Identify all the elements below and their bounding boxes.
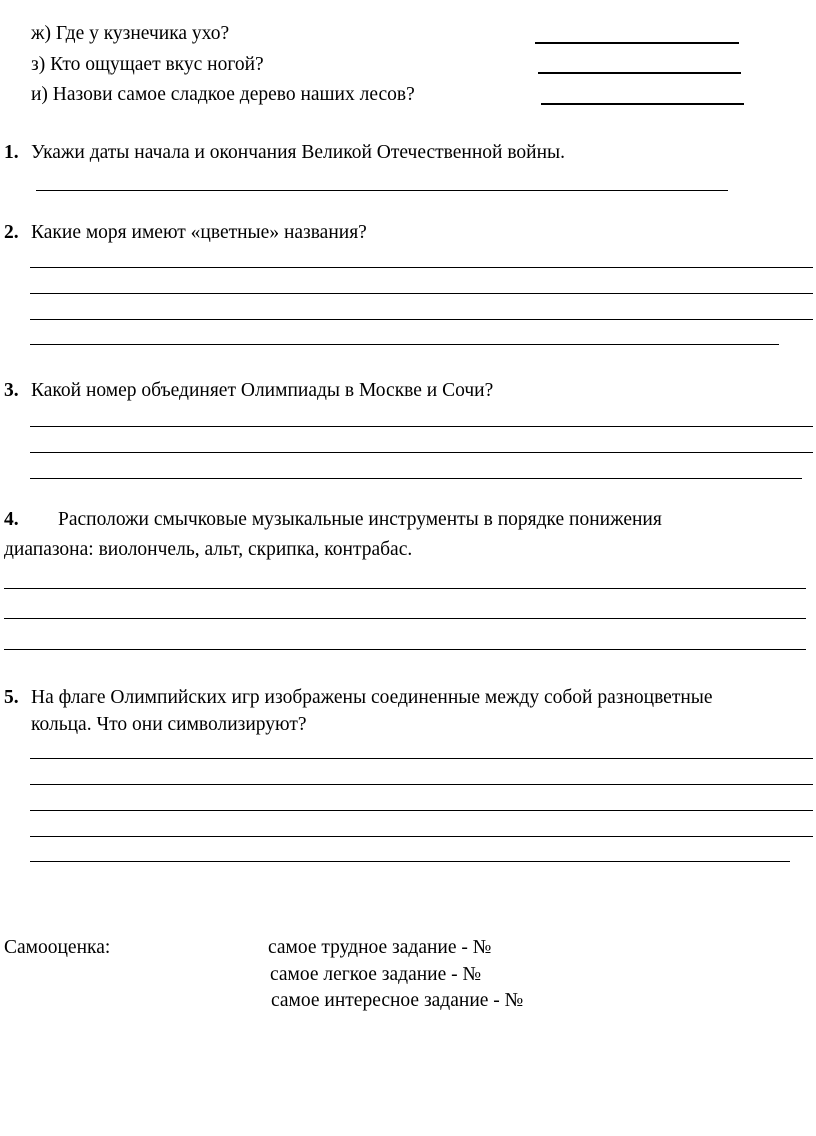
easiest-task-item: самое легкое задание - № xyxy=(270,964,482,985)
task-4-text-line-1: Расположи смычковые музыкальные инструменты в порядке понижения xyxy=(58,509,662,530)
answer-line xyxy=(30,293,813,294)
answer-line xyxy=(538,72,741,74)
task-5-text-line-2: кольца. Что они символизируют? xyxy=(31,714,307,735)
answer-line xyxy=(30,344,779,345)
answer-line xyxy=(30,426,813,427)
task-2-number: 2. xyxy=(4,222,19,243)
task-1-number: 1. xyxy=(4,142,19,163)
question-i: и) Назови самое сладкое дерево наших лесов? xyxy=(31,84,415,105)
question-zh: ж) Где у кузнечика ухо? xyxy=(31,23,230,44)
answer-line xyxy=(30,758,813,759)
answer-line xyxy=(36,190,728,191)
task-3-text: Какой номер объединяет Олимпиады в Москве и Сочи? xyxy=(31,380,494,401)
answer-line xyxy=(30,784,813,785)
most-interesting-task-item: самое интересное задание - № xyxy=(271,990,524,1011)
answer-line xyxy=(4,649,806,650)
answer-line xyxy=(30,861,790,862)
task-4-number: 4. xyxy=(4,509,19,530)
answer-line xyxy=(30,836,813,837)
answer-line xyxy=(535,42,739,44)
answer-line xyxy=(30,267,813,268)
task-5-number: 5. xyxy=(4,687,19,708)
task-4-text-line-2: диапазона: виолончель, альт, скрипка, контрабас. xyxy=(4,539,413,560)
task-3-number: 3. xyxy=(4,380,19,401)
self-assessment-label: Самооценка: xyxy=(4,937,111,958)
question-z: з) Кто ощущает вкус ногой? xyxy=(31,54,264,75)
answer-line xyxy=(30,452,813,453)
answer-line xyxy=(541,103,744,105)
answer-line xyxy=(30,319,813,320)
task-2-text: Какие моря имеют «цветные» названия? xyxy=(31,222,367,243)
task-5-text-line-1: На флаге Олимпийских игр изображены соединенные между собой разноцветные xyxy=(31,687,713,708)
hardest-task-item: самое трудное задание - № xyxy=(268,937,492,958)
answer-line xyxy=(4,588,806,589)
answer-line xyxy=(30,478,802,479)
answer-line xyxy=(30,810,813,811)
answer-line xyxy=(4,618,806,619)
task-1-text: Укажи даты начала и окончания Великой Отечественной войны. xyxy=(31,142,566,163)
